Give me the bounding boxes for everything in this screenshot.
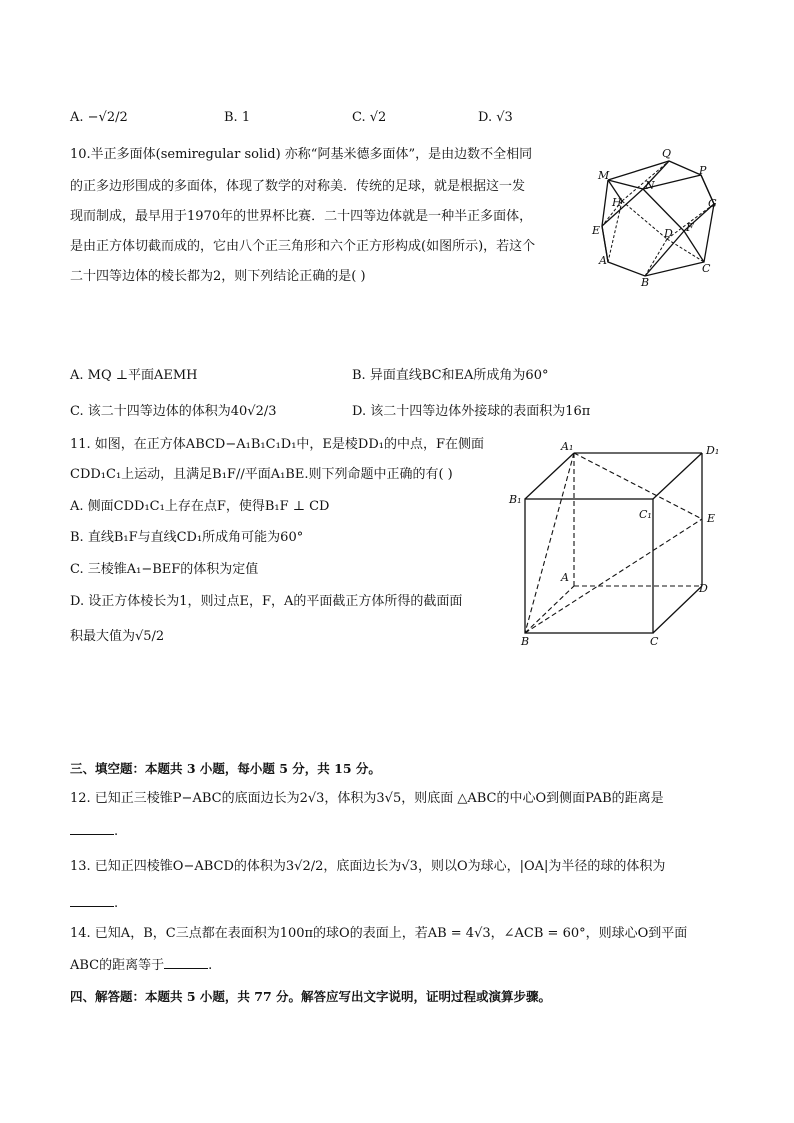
q13-line1: 13. 已知正四棱锥O−ABCD的体积为3√2/2，底面边长为√3，则以O为球心，|OA|为半径的球的体积为 bbox=[70, 859, 666, 874]
q10-line: 二十四等边体的棱长都为2，则下列结论正确的是( ) bbox=[70, 269, 366, 284]
q11-option-a: A. 侧面CDD₁C₁上存在点F，使得B₁F ⊥ CD bbox=[70, 499, 330, 514]
q10-polyhedron-figure bbox=[588, 146, 728, 286]
figure-label: G bbox=[708, 197, 717, 210]
q14-line2 bbox=[70, 956, 212, 975]
q11-option-c: C. 三棱锥A₁−BEF的体积为定值 bbox=[70, 562, 259, 577]
q10-option-d: D. 该二十四等边体外接球的表面积为16π bbox=[352, 404, 591, 419]
figure-label: E bbox=[592, 224, 601, 237]
section3-heading: 三、填空题：本题共 3 小题，每小题 5 分，共 15 分。 bbox=[70, 761, 381, 776]
q11-line: 11. 如图，在正方体ABCD−A₁B₁C₁D₁中，E是棱DD₁的中点，F在侧面 bbox=[70, 437, 484, 452]
q10-option-a: A. MQ ⊥平面AEMH bbox=[70, 368, 198, 383]
q11-option-d-cont: 积最大值为√5/2 bbox=[70, 629, 165, 644]
figure-label: A₁ bbox=[561, 440, 574, 453]
q10-option-c: C. 该二十四等边体的体积为40√2/3 bbox=[70, 404, 277, 419]
q11-line: CDD₁C₁上运动，且满足B₁F//平面A₁BE.则下列命题中正确的有( ) bbox=[70, 467, 453, 482]
q9-option-b: B. 1 bbox=[224, 110, 251, 125]
q10-line: 是由正方体切截而成的，它由八个正三角形和六个正方形构成(如图所示)，若这个 bbox=[70, 239, 536, 254]
q9-option-d: D. √3 bbox=[478, 110, 513, 125]
figure-label: N bbox=[645, 179, 655, 192]
q11-cube-figure bbox=[505, 436, 730, 651]
figure-label: B₁ bbox=[509, 493, 522, 506]
figure-label: Q bbox=[662, 147, 672, 160]
figure-label: M bbox=[598, 169, 610, 182]
q14-line2-prefix: ABC的距离等于 bbox=[70, 958, 165, 973]
q11-option-d: D. 设正方体棱长为1，则过点E，F，A的平面截正方体所得的截面面 bbox=[70, 594, 463, 609]
q13-answer-line bbox=[70, 894, 118, 913]
figure-label: D₁ bbox=[706, 444, 720, 457]
figure-label: E bbox=[707, 512, 716, 525]
figure-label: C bbox=[702, 262, 711, 275]
figure-label: B bbox=[641, 276, 650, 286]
figure-label: P bbox=[699, 164, 707, 177]
q10-line: 现而制成，最早用于1970年的世界杯比赛．二十四等边体就是一种半正多面体， bbox=[70, 209, 533, 224]
answer-blank[interactable] bbox=[70, 894, 114, 907]
q10-line: 的正多边形围成的多面体，体现了数学的对称美．传统的足球，就是根据这一发 bbox=[70, 179, 526, 194]
q12-line1: 12. 已知正三棱锥P−ABC的底面边长为2√3，体积为3√5，则底面 △ABC的中心O到侧面PAB的距离是 bbox=[70, 791, 664, 806]
figure-label: C₁ bbox=[639, 508, 652, 521]
q14-period: . bbox=[208, 958, 213, 973]
figure-label: D bbox=[699, 582, 708, 595]
figure-label: A bbox=[599, 254, 607, 267]
figure-label: F bbox=[686, 221, 694, 234]
q9-option-c: C. √2 bbox=[352, 110, 387, 125]
figure-label: D bbox=[664, 227, 673, 240]
q14-line1: 14. 已知A，B，C三点都在表面积为100π的球O的表面上，若AB = 4√3，∠ACB = 60°，则球心O到平面 bbox=[70, 926, 688, 941]
q10-option-b: B. 异面直线BC和EA所成角为60° bbox=[352, 368, 549, 383]
q10-line: 10.半正多面体(semiregular solid) 亦称“阿基米德多面体”，是由边数不全相同 bbox=[70, 147, 533, 162]
q9-option-a: A. −√2/2 bbox=[70, 110, 128, 125]
answer-blank[interactable] bbox=[164, 956, 208, 969]
figure-label: B bbox=[521, 635, 530, 648]
figure-label: C bbox=[650, 635, 659, 648]
q12-period: . bbox=[114, 824, 119, 839]
q11-option-b: B. 直线B₁F与直线CD₁所成角可能为60° bbox=[70, 530, 304, 545]
figure-label: A bbox=[561, 571, 569, 584]
answer-blank[interactable] bbox=[70, 822, 114, 835]
section4-heading: 四、解答题：本题共 5 小题，共 77 分。解答应写出文字说明，证明过程或演算步骤。 bbox=[70, 989, 552, 1004]
q13-period: . bbox=[114, 896, 119, 911]
q12-answer-line bbox=[70, 822, 118, 841]
figure-label: H bbox=[612, 196, 622, 209]
